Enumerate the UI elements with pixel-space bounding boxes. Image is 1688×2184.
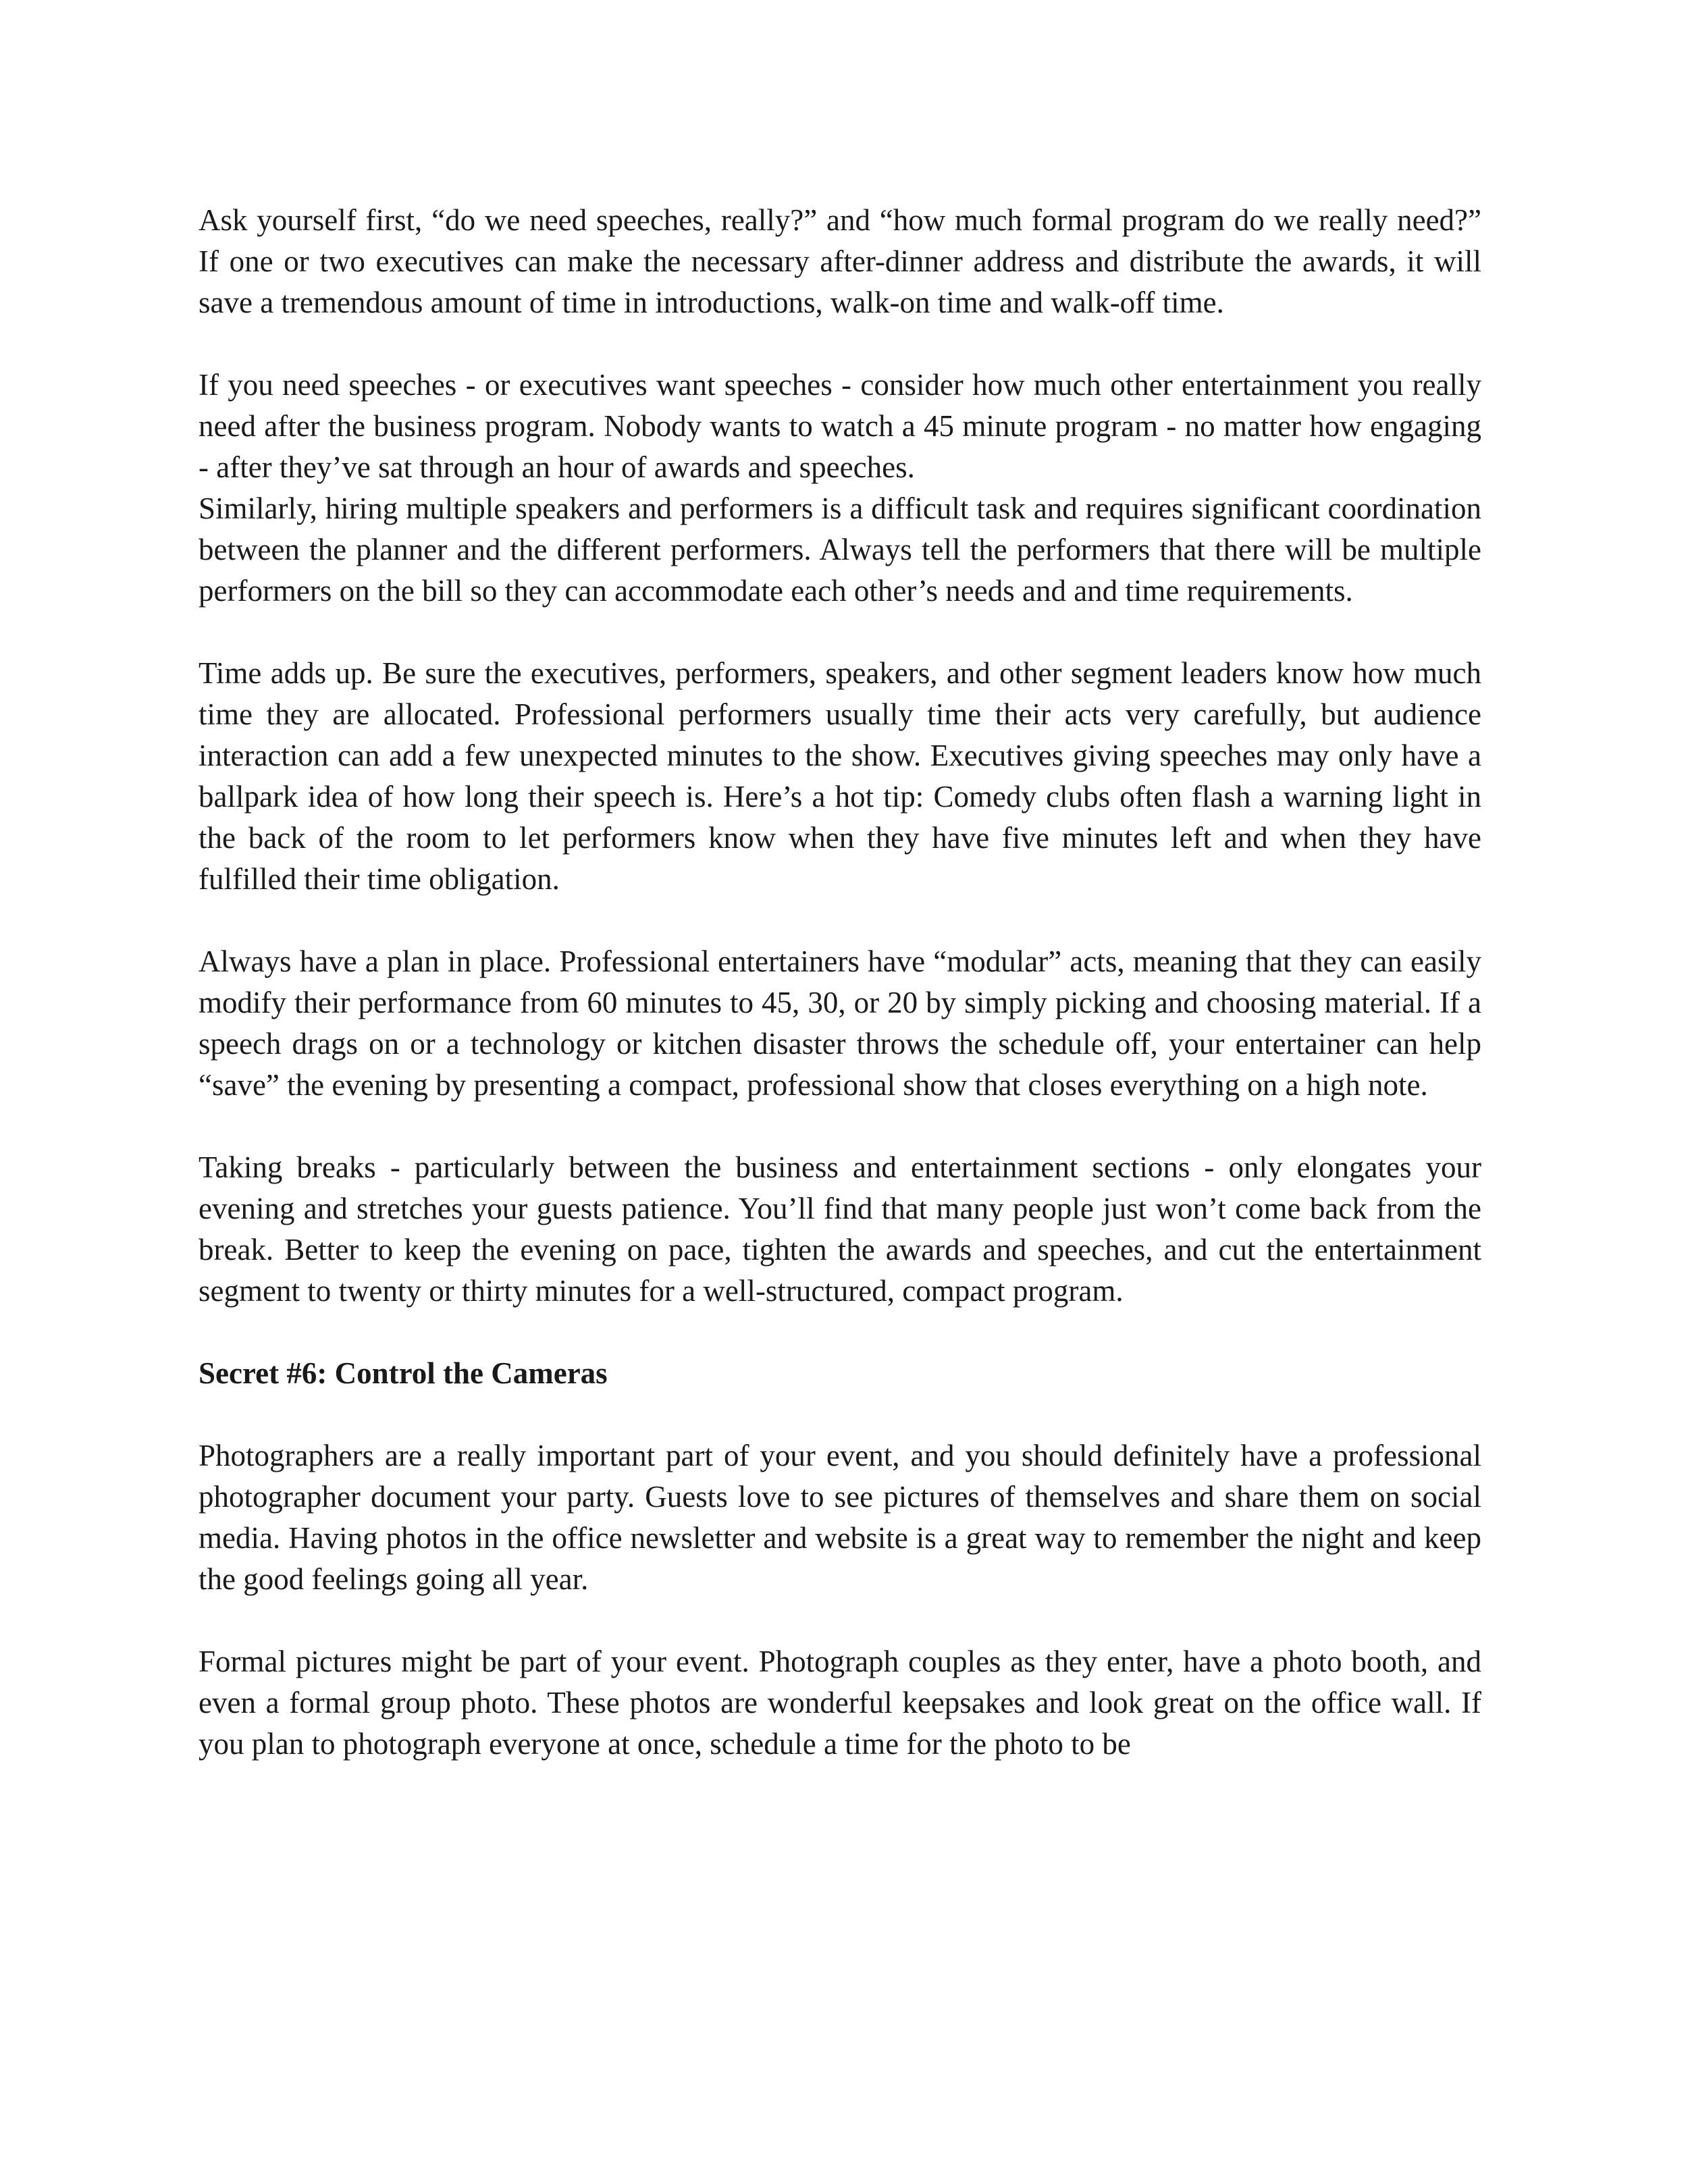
paragraph-formal-pictures: Formal pictures might be part of your event. Photograph couples as they enter, have a photo booth, and even a formal group photo. These photos are wonderful keepsakes and look great on the office wall. If you plan to photograph everyone at once, schedule a time for the photo to be xyxy=(199,1645,1481,1761)
paragraph-plan-in-place: Always have a plan in place. Professional entertainers have “modular” acts, meaning that they can easily modify their performance from 60 minutes to 45, 30, or 20 by simply picking and choosing material. If a speech drags on or a technology or kitchen disaster throws the schedule off, your entertainer can help “save” the evening by presenting a compact, professional show that closes everything on a high note. xyxy=(199,944,1481,1102)
section-heading: Secret #6: Control the Cameras xyxy=(199,1356,608,1390)
paragraph-time-adds-up: Time adds up. Be sure the executives, performers, speakers, and other segment leaders know how much time they are allocated. Professional performers usually time their acts very carefully, but audience interaction can add a few unexpected minutes to the show. Executives giving speeches may only have a ballpark idea of how long their speech is. Here’s a hot tip: Comedy clubs often flash a warning light in the back of the room to let performers know when they have five minutes left and when they have fulfilled their time obligation. xyxy=(199,656,1481,896)
document-body xyxy=(199,200,1481,1806)
paragraph-multiple-performers: Similarly, hiring multiple speakers and performers is a difficult task and requires significant coordination between the planner and the different performers. Always tell the performers that there will be multiple performers on the bill so they can accommodate each other’s needs and and time requirements. xyxy=(199,491,1481,608)
paragraph-taking-breaks: Taking breaks - particularly between the business and entertainment sections - only elongates your evening and stretches your guests patience. You’ll find that many people just won’t come back from the break. Better to keep the evening on pace, tighten the awards and speeches, and cut the entertainment segment to twenty or thirty minutes for a well-structured, compact program. xyxy=(199,1150,1481,1308)
paragraph-speeches-entertainment: If you need speeches - or executives want speeches - consider how much other entertainment you really need after the business program. Nobody wants to watch a 45 minute program - no matter how engaging - after they’ve sat through an hour of awards and speeches. xyxy=(199,368,1481,484)
paragraph-speeches-question: Ask yourself first, “do we need speeches, really?” and “how much formal program do we really need?” If one or two executives can make the necessary after-dinner address and distribute the awards, it will save a tremendous amount of time in introductions, walk-on time and walk-off time. xyxy=(199,203,1481,319)
paragraph-photographers: Photographers are a really important part of your event, and you should definitely have a professional photographer document your party. Guests love to see pictures of themselves and share them on social media. Having photos in the office newsletter and website is a great way to remember the night and keep the good feelings going all year. xyxy=(199,1439,1481,1596)
